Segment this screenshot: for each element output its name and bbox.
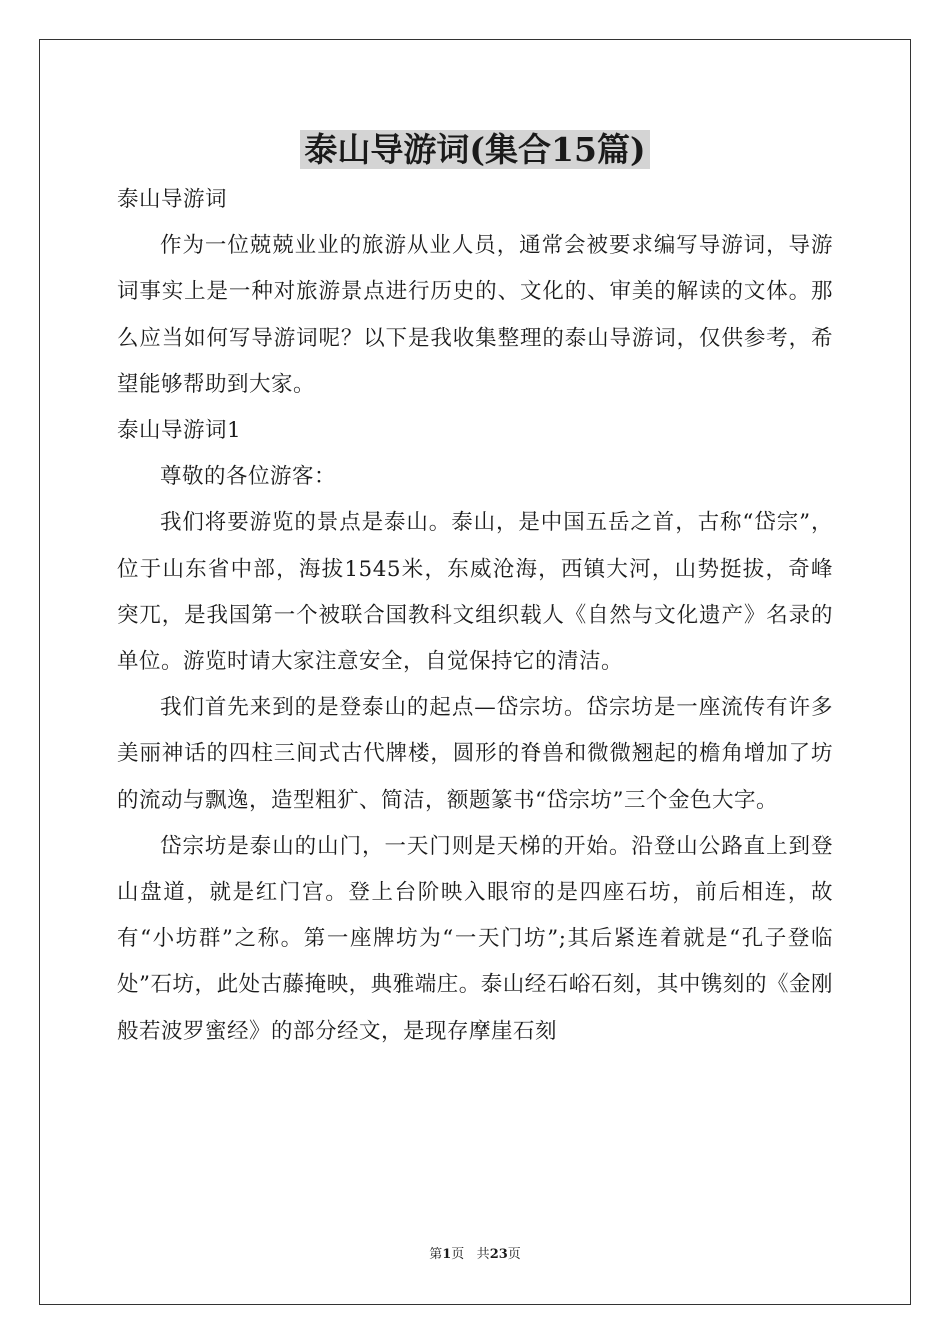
body-paragraph: 我们首先来到的是登泰山的起点—岱宗坊。岱宗坊是一座流传有许多美丽神话的四柱三间式古代牌楼，圆形的脊兽和微微翘起的檐角增加了坊的流动与飘逸，造型粗犷、简洁，额题篆书“岱宗坊”三个金色大字。 bbox=[117, 695, 833, 813]
body-paragraph: 岱宗坊是泰山的山门，一天门则是天梯的开始。沿登山公路直上到登山盘道，就是红门宫。登上台阶映入眼帘的是四座石坊，前后相连，故有“小坊群”之称。第一座牌坊为“一天门坊”;其后紧连着就是“孔子登临处”石坊，此处古藤掩映，典雅端庄。泰山经石峪石刻，其中镌刻的《金刚般若波罗蜜经》的部分经文，是现存摩崖石刻 bbox=[117, 833, 833, 1044]
page-suffix: 页 bbox=[451, 1247, 465, 1262]
page-footer bbox=[0, 1245, 950, 1265]
page-number: 1 bbox=[442, 1247, 452, 1262]
section-1-heading: 泰山导游词1 bbox=[117, 418, 242, 444]
document-title-text: 泰山导游词(集合15篇) bbox=[300, 130, 649, 169]
page-prefix: 第 bbox=[429, 1247, 443, 1262]
total-prefix: 共 bbox=[476, 1247, 490, 1262]
body-paragraph: 我们将要游览的景点是泰山。泰山，是中国五岳之首，古称“岱宗”，位于山东省中部，海拔1545米，东威沧海，西镇大河，山势挺拔，奇峰突兀，是我国第一个被联合国教科文组织载人《自然与文化遗产》名录的单位。游览时请大家注意安全，自觉保持它的清洁。 bbox=[117, 510, 833, 675]
intro-subheading: 泰山导游词 bbox=[117, 187, 228, 212]
total-suffix: 页 bbox=[507, 1247, 521, 1262]
total-pages: 23 bbox=[489, 1247, 508, 1262]
greeting-paragraph: 尊敬的各位游客： bbox=[160, 464, 337, 490]
intro-paragraph: 作为一位兢兢业业的旅游从业人员，通常会被要求编写导游词，导游词事实上是一种对旅游景点进行历史的、文化的、审美的解读的文体。那么应当如何写导游词呢？以下是我收集整理的泰山导游词，仅供参考，希望能够帮助到大家。 bbox=[117, 233, 833, 397]
document-title bbox=[0, 124, 950, 176]
document-body bbox=[117, 177, 833, 1055]
